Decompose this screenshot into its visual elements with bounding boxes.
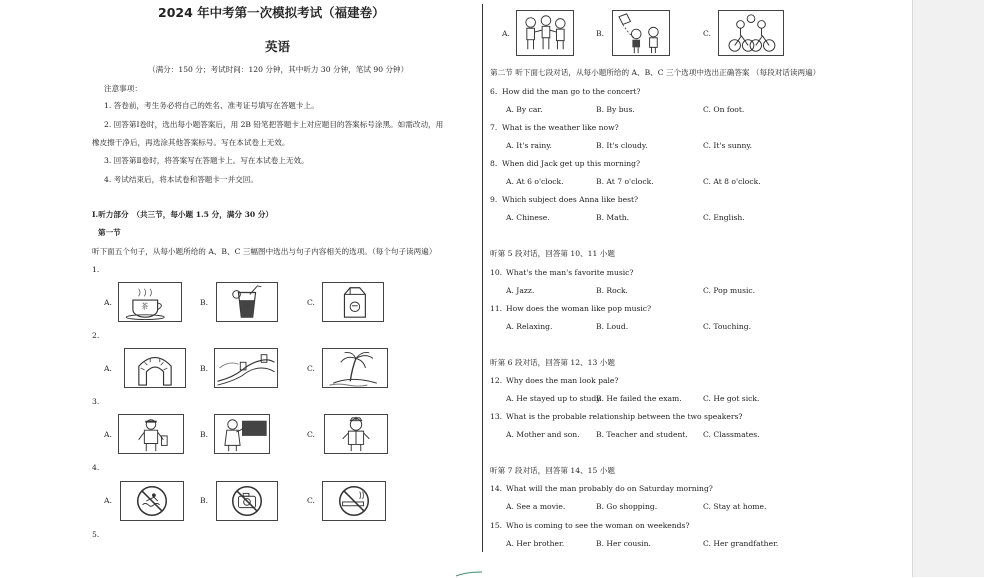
option-c: C. Pop music. [703, 286, 756, 295]
svg-text:茶: 茶 [141, 302, 149, 311]
option-a: A. Her brother. [506, 539, 565, 548]
option-b: B. At 7 o'clock. [596, 177, 654, 186]
teacher-icon [214, 414, 270, 454]
stone-arch-icon [124, 348, 186, 388]
group-title: 听第 5 段对话，回答第 10、11 小题 [490, 249, 615, 258]
option-c: C. English. [703, 213, 745, 222]
kids-playing-icon [516, 10, 574, 56]
exam-title: 2024 年中考第一次模拟考试（福建卷） [158, 5, 385, 20]
notice-item: 1. 答卷前，考生务必将自己的姓名、准考证号填写在答题卡上。 [104, 101, 319, 110]
option-label: C. [307, 364, 315, 373]
question-number: 6. [490, 87, 498, 96]
option-b: B. By bus. [596, 105, 635, 114]
group-title: 听第 6 段对话，回答第 12、13 小题 [490, 358, 615, 367]
notice-item: 橡皮擦干净后，再选涂其他答案标号。写在本试卷上无效。 [92, 138, 290, 147]
tea-cup-icon [118, 282, 182, 322]
question-text: How does the woman like pop music? [506, 304, 652, 313]
option-b: B. Her cousin. [596, 539, 651, 548]
option-a: A. Mother and son. [506, 430, 580, 439]
option-b: B. Rock. [596, 286, 628, 295]
section-heading: Ⅰ.听力部分 （共三节，每小题 1.5 分，满分 30 分） [92, 210, 274, 219]
question-number: 3. [92, 397, 100, 406]
part-instruction: 听下面五个句子，从每小题所给的 A、B、C 三幅图中选出与句子内容相关的选项。（每个句子读两遍） [92, 247, 437, 256]
no-photo-icon [216, 481, 278, 521]
option-a: A. At 6 o'clock. [506, 177, 564, 186]
option-c: C. He got sick. [703, 394, 760, 403]
question-number: 1. [92, 265, 100, 274]
question-number: 13. [490, 412, 503, 421]
option-a: A. Relaxing. [506, 322, 553, 331]
option-b: B. Loud. [596, 322, 629, 331]
option-c: C. Her grandfather. [703, 539, 779, 548]
kids-cycling-icon [718, 10, 784, 56]
option-c: C. Stay at home. [703, 502, 767, 511]
option-a: A. Chinese. [506, 213, 550, 222]
doctor-icon [324, 414, 388, 454]
option-c: C. It's sunny. [703, 141, 753, 150]
worker-icon [118, 414, 184, 454]
question-text: How did the man go to the concert? [502, 87, 641, 96]
question-number: 9. [490, 195, 498, 204]
question-text: Why does the man look pale? [506, 376, 619, 385]
milk-carton-icon [322, 282, 384, 322]
question-text: What is the probable relationship between the two speakers? [506, 412, 743, 421]
option-c: C. On foot. [703, 105, 745, 114]
option-label: C. [307, 430, 315, 439]
question-number: 5. [92, 530, 100, 539]
question-text: When did Jack get up this morning? [502, 159, 641, 168]
notice-title: 注意事项： [104, 84, 142, 93]
option-label: C. [307, 496, 315, 505]
option-a: A. It's rainy. [506, 141, 552, 150]
part-instruction: 第二节 听下面七段对话，从每小题所给的 A、B、C 三个选项中选出正确答案 （每段对话读两遍） [490, 68, 821, 77]
palm-island-icon [322, 348, 388, 388]
question-number: 12. [490, 376, 503, 385]
question-number: 2. [92, 331, 100, 340]
option-c: C. Classmates. [703, 430, 760, 439]
option-label: A. [104, 364, 112, 373]
option-a: A. See a movie. [506, 502, 566, 511]
option-label: B. [200, 496, 208, 505]
viewer-scroll-gutter[interactable] [912, 0, 984, 577]
option-a: A. By car. [506, 105, 543, 114]
option-label: A. [104, 496, 112, 505]
option-b: B. He failed the exam. [596, 394, 682, 403]
question-text: What's the man's favorite music? [506, 268, 634, 277]
question-text: Which subject does Anna like best? [502, 195, 639, 204]
option-b: B. Go shopping. [596, 502, 658, 511]
option-c: C. At 8 o'clock. [703, 177, 761, 186]
option-b: B. Teacher and student. [596, 430, 688, 439]
option-label: A. [104, 430, 112, 439]
notice-item: 2. 回答第Ⅰ卷时，选出每小题答案后，用 2B 铅笔把答题卡上对应题目的答案标号涂黑。如需改动，用 [104, 120, 444, 129]
group-title: 听第 7 段对话，回答第 14、15 小题 [490, 466, 615, 475]
option-label: A. [502, 29, 510, 38]
option-a: A. He stayed up to study. [506, 394, 602, 403]
option-label: A. [104, 298, 112, 307]
question-number: 14. [490, 484, 503, 493]
option-b: B. Math. [596, 213, 630, 222]
question-number: 4. [92, 463, 100, 472]
option-label: B. [200, 364, 208, 373]
kids-kite-icon [612, 10, 670, 56]
notice-item: 4. 考试结束后，将本试卷和答题卡一并交回。 [104, 175, 258, 184]
question-number: 11. [490, 304, 503, 313]
juice-glass-icon [216, 282, 278, 322]
option-b: B. It's cloudy. [596, 141, 648, 150]
question-text: Who is coming to see the woman on weekends? [506, 521, 690, 530]
option-a: A. Jazz. [506, 286, 535, 295]
option-c: C. Touching. [703, 322, 752, 331]
great-wall-icon [214, 348, 278, 388]
exam-info: （满分：150 分；考试时间：120 分钟，其中听力 30 分钟，笔试 90 分钟） [148, 65, 409, 74]
no-smoking-icon [322, 481, 386, 521]
no-swimming-icon [120, 481, 184, 521]
option-label: C. [703, 29, 711, 38]
question-number: 10. [490, 268, 503, 277]
option-label: B. [200, 298, 208, 307]
question-text: What is the weather like now? [502, 123, 619, 132]
notice-item: 3. 回答第Ⅱ卷时，将答案写在答题卡上。写在本试卷上无效。 [104, 156, 309, 165]
option-label: C. [307, 298, 315, 307]
column-divider [482, 4, 483, 552]
question-number: 8. [490, 159, 498, 168]
option-label: B. [596, 29, 604, 38]
question-number: 15. [490, 521, 503, 530]
subject-title: 英语 [265, 39, 291, 54]
question-number: 7. [490, 123, 498, 132]
part-title: 第一节 [98, 228, 121, 237]
question-text: What will the man probably do on Saturday morning? [506, 484, 713, 493]
option-label: B. [200, 430, 208, 439]
